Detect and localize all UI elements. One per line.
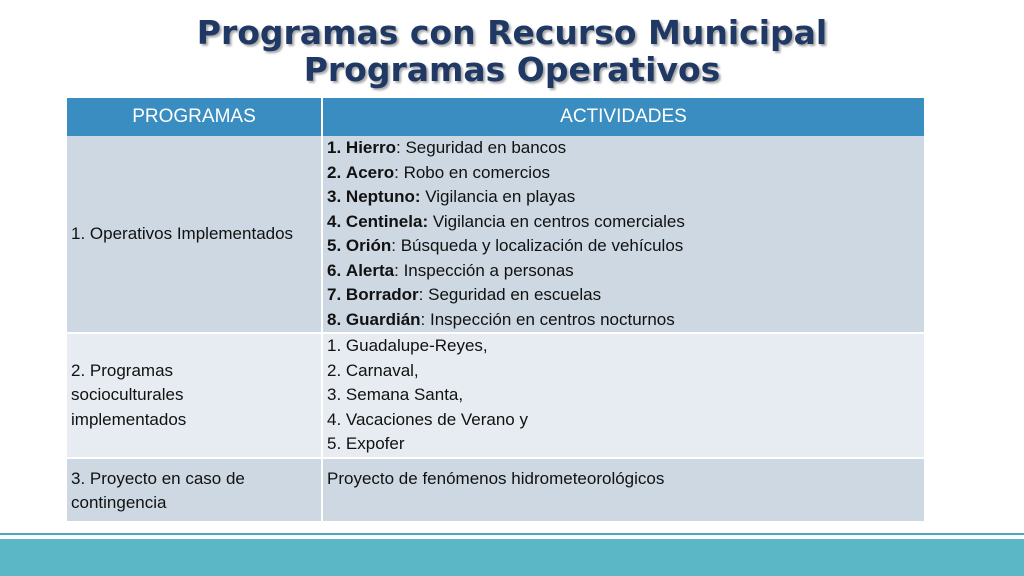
programs-table <box>67 98 924 523</box>
actividad-item: 5. Orión: Búsqueda y localización de vehículos <box>327 236 684 255</box>
programa-text-line: socioculturales <box>71 385 184 404</box>
actividad-item: 1. Guadalupe-Reyes, <box>327 336 488 355</box>
programa-text-line: 2. Programas <box>71 360 174 380</box>
actividad-item: 4. Centinela: Vigilancia en centros comerciales <box>327 211 685 231</box>
programa-cell <box>67 458 322 522</box>
footer-bar <box>0 539 1024 576</box>
actividad-item: 8. Guardián: Inspección en centros nocturnos <box>327 309 675 329</box>
actividad-item: 1. Hierro: Seguridad en bancos <box>327 138 567 157</box>
actividad-item: 6. Alerta: Inspección a personas <box>327 260 574 280</box>
actividad-item: 3. Neptuno: Vigilancia en playas <box>327 187 576 206</box>
table-row <box>67 333 924 458</box>
actividades-cell <box>322 136 924 333</box>
actividad-item: 2. Acero: Robo en comercios <box>327 162 551 182</box>
actividad-item: 2. Carnaval, <box>327 360 419 380</box>
programa-text-line: 3. Proyecto en caso de <box>71 468 245 488</box>
actividades-cell <box>322 333 924 458</box>
programa-cell <box>67 136 322 333</box>
actividad-item: 7. Borrador: Seguridad en escuelas <box>327 285 602 304</box>
actividad-item: 3. Semana Santa, <box>327 385 464 404</box>
programa-cell <box>67 333 322 458</box>
title-line-2: Programas Operativos <box>303 50 721 89</box>
programa-text: 1. Operativos Implementados <box>71 223 294 243</box>
programa-text-line: contingencia <box>71 493 167 512</box>
actividad-item: 4. Vacaciones de Verano y <box>327 409 528 429</box>
title-line-1: Programas con Recurso Municipal <box>196 13 828 52</box>
actividad-item: 5. Expofer <box>327 434 405 453</box>
header-actividades: ACTIVIDADES <box>322 98 924 136</box>
table-row <box>67 136 924 333</box>
actividad-item: Proyecto de fenómenos hidrometeorológicos <box>327 468 665 488</box>
actividades-cell <box>322 458 924 522</box>
footer-divider <box>0 533 1024 535</box>
slide-title <box>0 14 1024 88</box>
programa-text-line: implementados <box>71 409 187 429</box>
table-row <box>67 458 924 522</box>
table-header-row <box>67 98 924 136</box>
header-programas: PROGRAMAS <box>67 98 322 136</box>
